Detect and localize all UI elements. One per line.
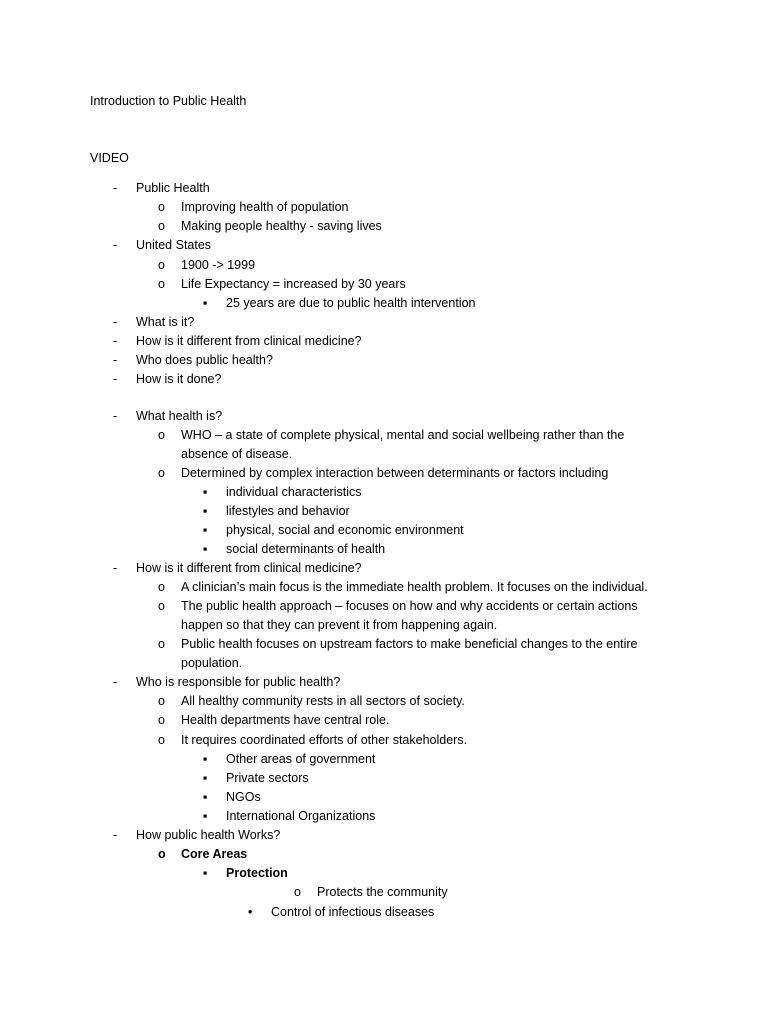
list-marker: - (113, 372, 118, 386)
document-title: Introduction to Public Health (90, 94, 247, 108)
list-item-text: absence of disease. (181, 447, 293, 461)
list-item-text: Life Expectancy = increased by 30 years (181, 277, 406, 291)
list-item-text: NGOs (226, 790, 261, 804)
list-item-text: Protects the community (317, 885, 448, 899)
list-item-text: Public Health (136, 181, 210, 195)
list-marker: ▪ (203, 296, 208, 310)
list-item-text: Who is responsible for public health? (136, 675, 341, 689)
list-item-text: Control of infectious diseases (271, 905, 435, 919)
list-item-text: Protection (226, 866, 288, 880)
list-marker: ▪ (203, 866, 208, 880)
list-item-text: All healthy community rests in all sectors of society. (181, 694, 465, 708)
list-marker: ▪ (203, 523, 208, 537)
list-item-text: How is it different from clinical medicine? (136, 334, 362, 348)
list-marker: o (158, 847, 166, 861)
list-item-text: individual characteristics (226, 485, 362, 499)
list-marker: o (158, 200, 165, 214)
list-marker: ▪ (203, 485, 208, 499)
list-item-text: WHO – a state of complete physical, mental and social wellbeing rather than the (181, 428, 625, 442)
list-item-text: How is it different from clinical medicine? (136, 561, 362, 575)
list-item-text: happen so that they can prevent it from happening again. (181, 618, 498, 632)
list-item-text: Determined by complex interaction between determinants or factors including (181, 466, 609, 480)
list-item-text: population. (181, 656, 243, 670)
list-item-text: social determinants of health (226, 542, 386, 556)
list-marker: o (158, 733, 165, 747)
list-item-text: Public health focuses on upstream factors to make beneficial changes to the entire (181, 637, 638, 651)
list-marker: - (113, 315, 118, 329)
list-marker: - (113, 238, 118, 252)
list-marker: - (113, 353, 118, 367)
section-heading: VIDEO (90, 151, 129, 165)
list-item-text: Making people healthy - saving lives (181, 219, 382, 233)
list-item-text: 25 years are due to public health intervention (226, 296, 476, 310)
list-marker: ▪ (203, 752, 208, 766)
list-marker: ▪ (203, 504, 208, 518)
list-item-text: How public health Works? (136, 828, 281, 842)
list-marker: o (158, 277, 165, 291)
list-item-text: Who does public health? (136, 353, 273, 367)
list-item-text: A clinician’s main focus is the immediate health problem. It focuses on the individual. (181, 580, 648, 594)
list-marker: o (158, 713, 165, 727)
list-marker: - (113, 181, 118, 195)
list-marker: o (158, 637, 165, 651)
list-marker: - (113, 334, 118, 348)
list-item-text: What health is? (136, 409, 223, 423)
list-marker: o (158, 694, 165, 708)
list-marker: - (113, 675, 118, 689)
list-marker: o (294, 885, 301, 899)
list-item-text: It requires coordinated efforts of other stakeholders. (181, 733, 468, 747)
list-item-text: Health departments have central role. (181, 713, 390, 727)
list-marker: - (113, 828, 118, 842)
list-item-text: Private sectors (226, 771, 309, 785)
list-marker: ▪ (203, 542, 208, 556)
list-item-text: physical, social and economic environment (226, 523, 464, 537)
list-marker: o (158, 258, 165, 272)
list-item-text: lifestyles and behavior (226, 504, 350, 518)
list-item-text: How is it done? (136, 372, 222, 386)
list-marker: o (158, 580, 165, 594)
list-item-text: Other areas of government (226, 752, 376, 766)
list-item-text: What is it? (136, 315, 195, 329)
list-item-text: Core Areas (181, 847, 248, 861)
list-marker: ▪ (203, 790, 208, 804)
list-marker: • (248, 905, 253, 919)
list-item-text: United States (136, 238, 212, 252)
list-item-text: 1900 -> 1999 (181, 258, 256, 272)
list-marker: o (158, 219, 165, 233)
list-item-text: International Organizations (226, 809, 376, 823)
list-marker: o (158, 599, 165, 613)
list-marker: o (158, 428, 165, 442)
list-marker: ▪ (203, 809, 208, 823)
list-item-text: The public health approach – focuses on how and why accidents or certain actions (181, 599, 638, 613)
list-item-text: Improving health of population (181, 200, 349, 214)
list-marker: ▪ (203, 771, 208, 785)
list-marker: - (113, 409, 118, 423)
list-marker: - (113, 561, 118, 575)
list-marker: o (158, 466, 165, 480)
